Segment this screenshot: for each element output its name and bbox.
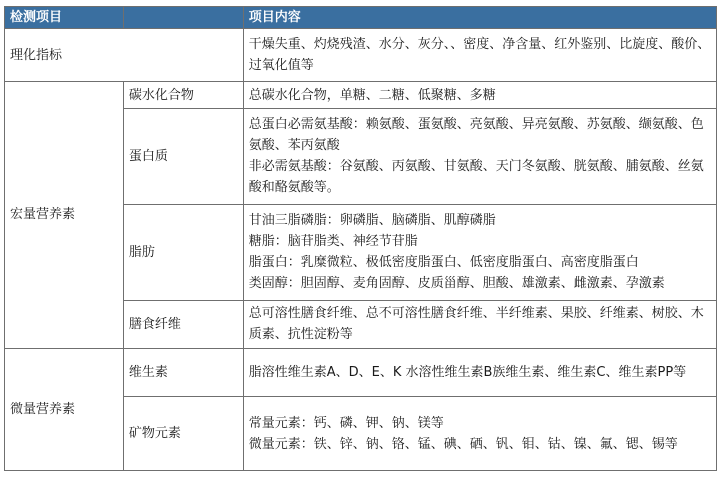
fat-steroid-text: 类固醇：胆固醇、麦角固醇、皮质甾醇、胆酸、雄激素、雌激素、孕激素 (248, 276, 665, 292)
table-header-row (5, 7, 717, 29)
mineral-trace-text: 微量元素：铁、锌、钠、铬、锰、碘、硒、钒、钼、钴、镍、氟、锶、锡等 (248, 436, 678, 452)
protein-nonessential-text: 非必需氨基酸：谷氨酸、丙氨酸、甘氨酸、天门冬氨酸、胱氨酸、脯氨酸、丝氨酸和酪氨酸等。 (248, 159, 704, 196)
mineral-macro-text: 常量元素：钙、磷、钾、钠、镁等 (248, 415, 444, 431)
fat-glycolipid-text: 糖脂：脑苷脂类、神经节苷脂 (248, 234, 418, 250)
table-row-physchem (5, 29, 717, 82)
subcategory-fiber: 膳食纤维 (123, 300, 243, 348)
content-fiber: 总可溶性膳食纤维、总不可溶性膳食纤维、半纤维素、果胶、纤维素、树胶、木质素、抗性淀粉等 (243, 300, 716, 348)
category-micro: 微量营养素 (5, 348, 124, 470)
content-carb: 总碳水化合物，单糖、二糖、低聚糖、多糖 (243, 82, 716, 109)
subcategory-vitamin: 维生素 (123, 348, 243, 397)
header-spacer (123, 7, 243, 29)
content-mineral (243, 397, 716, 471)
subcategory-carb: 碳水化合物 (123, 82, 243, 109)
fat-lipoprotein-text: 脂蛋白：乳糜微粒、极低密度脂蛋白、低密度脂蛋白、高密度脂蛋白 (248, 255, 639, 271)
header-item-content: 项目内容 (243, 7, 716, 29)
fat-phospholipid-text: 甘油三脂磷脂：卵磷脂、脑磷脂、肌醇磷脂 (248, 213, 496, 229)
content-vitamin: 脂溶性维生素A、D、E、K 水溶性维生素B族维生素、维生素C、维生素PP等 (243, 348, 716, 397)
subcategory-mineral: 矿物元素 (123, 397, 243, 471)
content-protein (243, 108, 716, 204)
protein-essential-text: 总蛋白必需氨基酸：赖氨酸、蛋氨酸、亮氨酸、异亮氨酸、苏氨酸、缬氨酸、色氨酸、苯丙氨酸 (248, 117, 704, 154)
content-fat (243, 204, 716, 300)
subcategory-fat: 脂肪 (123, 204, 243, 300)
category-macro: 宏量营养素 (5, 82, 124, 348)
category-physchem: 理化指标 (5, 29, 244, 82)
table-row-vitamin (5, 348, 717, 397)
content-physchem: 干燥失重、灼烧残渣、水分、灰分、、密度、净含量、红外鉴别、比旋度、酸价、过氧化值等 (243, 29, 716, 82)
inspection-table (4, 6, 717, 471)
table-row-carb (5, 82, 717, 109)
header-inspection-item: 检测项目 (5, 7, 124, 29)
subcategory-protein: 蛋白质 (123, 108, 243, 204)
